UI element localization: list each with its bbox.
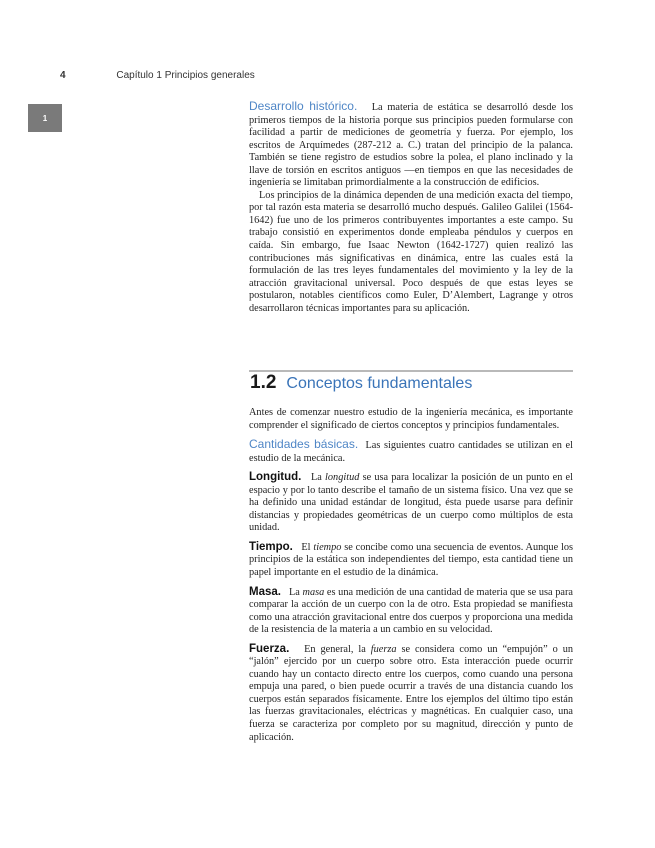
historical-section [249,100,573,315]
historical-p1-text: La materia de estática se desarrolló desde los primeros tiempos de la historia porque sus principios pueden formularse con facilidad a partir de mediciones de geometría y fuerza. Por ejemplo, los escritos de Arquímedes (287-212 a. C.) tratan del principio de la palanca. También se tiene registro de estudios sobre la polea, el plano inclinado y la llave de torsión en escritos antiguos —en tiempos en que las necesidades de ingeniería se limitaban primordialmente a la construcción de edificios. [249,102,573,189]
basic-quantities-heading: Cantidades básicas. [249,437,359,452]
mass-term: masa [302,586,325,598]
force-term: fuerza [370,643,397,655]
mass-pre: La [288,586,303,598]
concepts-body [249,407,573,750]
chapter-tab: 1 [28,104,62,132]
force-paragraph [249,643,573,744]
running-head [60,70,255,81]
time-term: tiempo [313,541,342,553]
length-term: longitud [325,472,360,484]
time-pre: El [301,541,314,553]
section-number: 1.2 [250,372,277,393]
mass-paragraph [249,586,573,637]
length-text: se usa para localizar la posición de un punto en el espacio y por lo tanto describe el tamaño de un sistema físico. Una vez que se ha definido una unidad estándar de longitud, ésta puede usarse para definir distancias y propiedades geométricas de un cuerpo como múltiplos de esta unidad. [249,472,573,534]
mass-heading: Masa. [249,585,281,598]
force-pre: En general, la [304,643,371,655]
historical-paragraph-1 [249,100,573,190]
time-heading: Tiempo. [249,540,293,553]
historical-heading: Desarrollo histórico. [249,99,358,113]
force-text: se considera como un “empujón” o un “jalón” ejercido por un cuerpo sobre otro. Esta interacción puede ocurrir cuando hay un contacto directo entre los cuerpos, como cuando una persona empuja una pared, o bien puede ocurrir a través de una distancia cuando los cuerpos están separados físicamente. Entre los ejemplos del último tipo están las fuerzas gravitacionales, eléctricas y magnéticas. En cualquier caso, una fuerza se caracteriza por completo por su magnitud, dirección y punto de aplicación. [249,643,574,743]
mass-text: es una medición de una cantidad de materia que se usa para comparar la acción de un cuerpo con la de otro. Esta propiedad se manifiesta como una atracción gravitacional entre dos cuerpos y proporciona una medida de la resistencia de la materia a un cambio en su velocidad. [249,586,573,636]
length-heading: Longitud. [249,471,302,484]
length-paragraph [249,471,573,535]
basic-quantities-text: Las siguientes cuatro cantidades se utilizan en el estudio de la mecánica. [249,440,573,464]
section-intro: Antes de comenzar nuestro estudio de la ingeniería mecánica, es importante comprender el significado de ciertos conceptos y principios fundamentales. [249,407,573,431]
basic-quantities-paragraph [249,438,573,465]
running-title: Capítulo 1 Principios generales [116,70,255,81]
force-heading: Fuerza. [249,642,290,655]
historical-paragraph-2: Los principios de la dinámica dependen de una medición exacta del tiempo, por tal razón esta materia se desarrolló mucho después. Galileo Galilei (1564-1642) fue uno de los primeros contribuyentes importantes a este campo. Su trabajo consistió en experimentos donde empleaba péndulos y cuerpos en caída. Sin embargo, fue Isaac Newton (1642-1727) quien realizó las contribuciones más significativas en dinámica, entre las cuales está la formulación de las tres leyes fundamentales del movimiento y la ley de la atracción gravitacional universal. Poco después de que estas leyes se postularon, notables científicos como Euler, D’Alembert, Lagrange y otros desarrollaron técnicas importantes para su aplicación. [249,189,573,314]
time-paragraph [249,541,573,580]
section-heading [250,372,472,394]
section-title: Conceptos fundamentales [286,375,473,392]
time-text: se concibe como una secuencia de eventos. Aunque los principios de la estática son independientes del tiempo, esta cantidad tiene un papel importante en el estudio de la dinámica. [249,541,573,579]
length-pre: La [310,472,326,484]
page-number: 4 [60,70,66,81]
